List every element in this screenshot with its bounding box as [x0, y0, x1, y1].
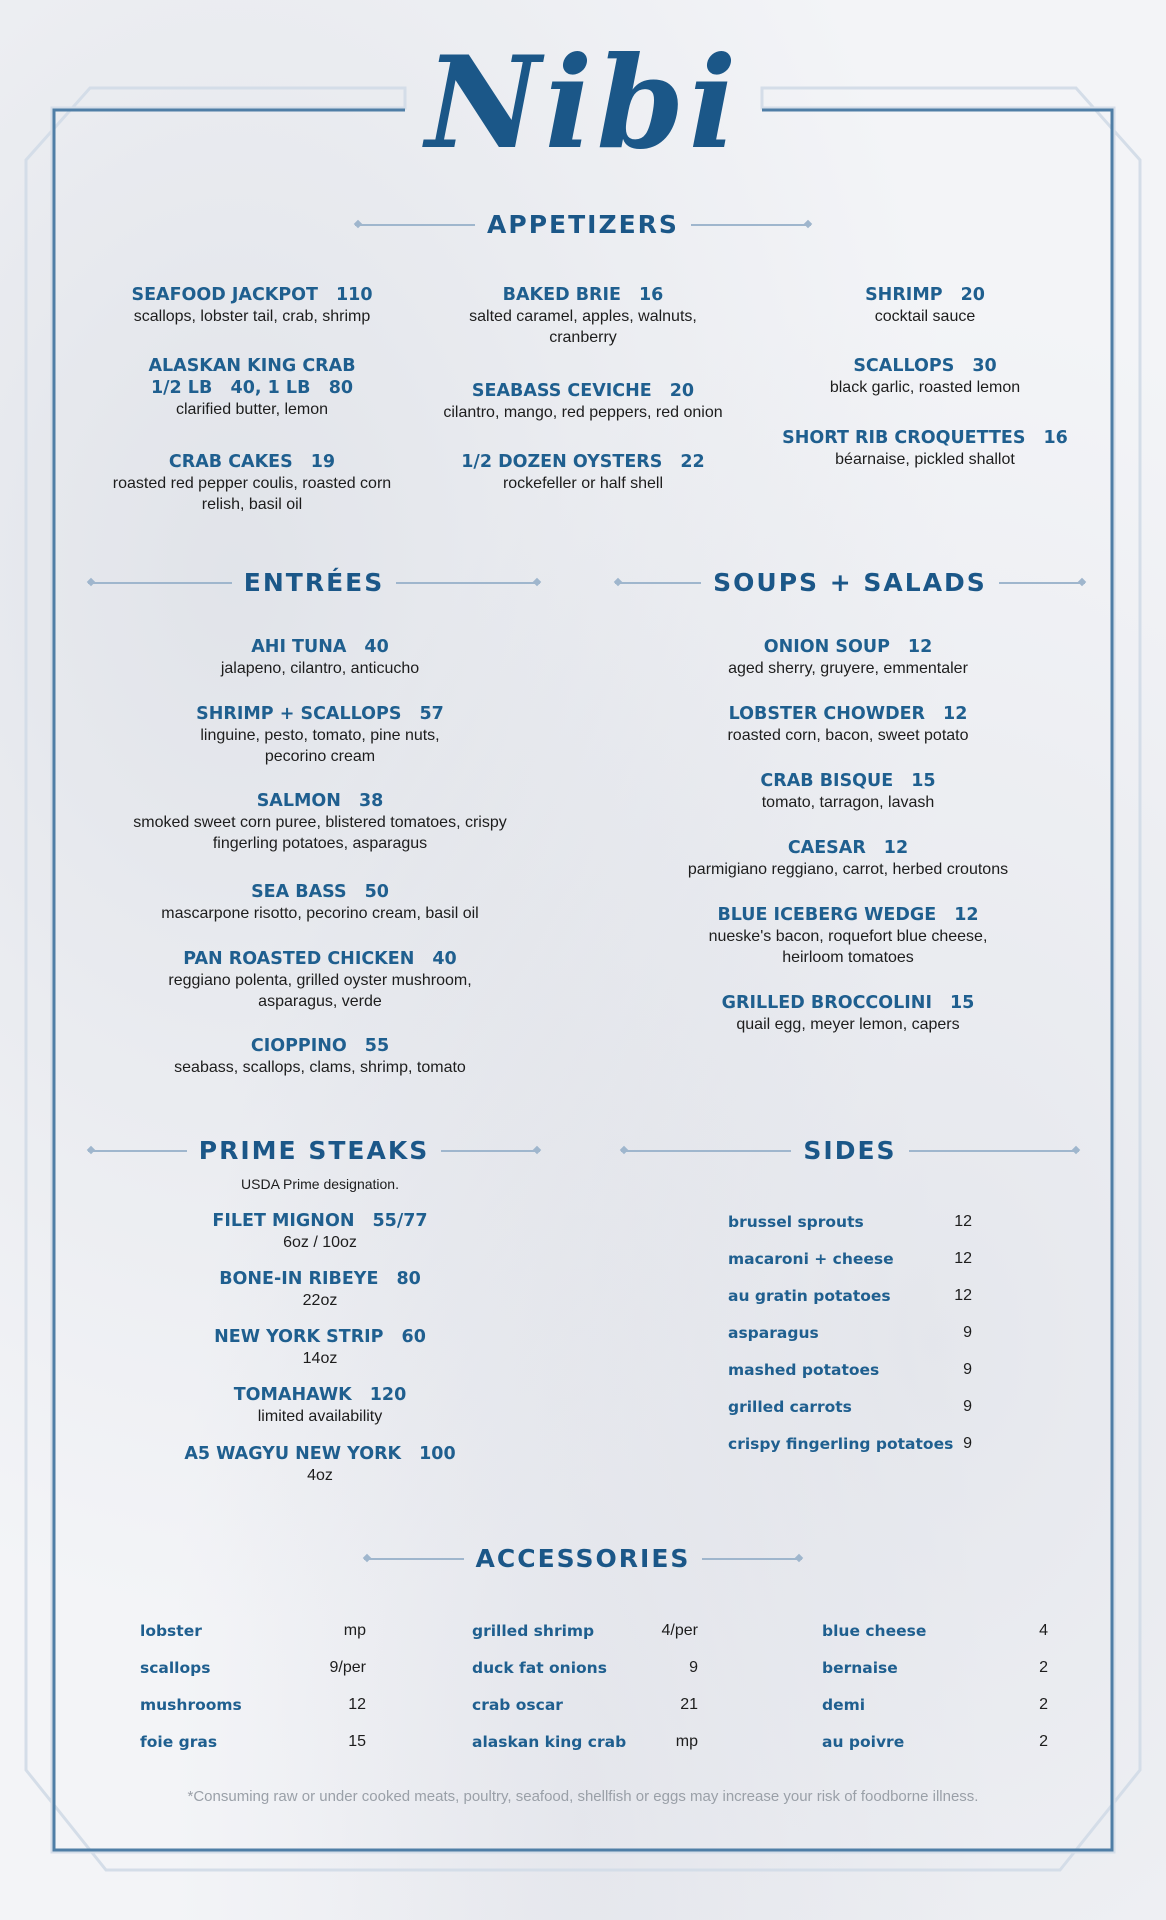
item-description: scallops, lobster tail, crab, shrimp [133, 308, 371, 325]
item-price: 12 [883, 838, 909, 858]
accessory-name: alaskan king crab [472, 1732, 627, 1751]
side-price: 9 [963, 1434, 972, 1452]
accessories-column-1 [140, 1612, 366, 1760]
item-description: seabass, scallops, clams, shrimp, tomato [174, 1059, 466, 1076]
header-rule-left [364, 1558, 464, 1560]
menu-item [638, 636, 1058, 703]
accessory-row [140, 1612, 366, 1649]
side-name: crispy fingerling potatoes [728, 1434, 954, 1453]
accessory-name: demi [822, 1695, 866, 1714]
side-price: 12 [954, 1212, 972, 1230]
item-name: BLUE ICEBERG WEDGE [717, 905, 937, 925]
accessory-row [822, 1723, 1048, 1760]
header-rule-left [615, 582, 701, 584]
item-name: CRAB CAKES [168, 452, 293, 472]
item-price: 12 [954, 905, 979, 925]
menu-item [770, 427, 1080, 470]
menu-item [100, 451, 404, 515]
side-name: au gratin potatoes [728, 1286, 891, 1305]
item-name: SCALLOPS [853, 356, 955, 376]
accessory-row [822, 1649, 1048, 1686]
side-row [728, 1425, 972, 1462]
item-description: salted caramel, apples, walnuts, cranberry [469, 308, 697, 346]
item-name: SHRIMP + SCALLOPS [196, 704, 402, 724]
restaurant-logo: Nibi [425, 29, 741, 177]
accessory-price: mp [675, 1732, 698, 1750]
accessories-column-2 [472, 1612, 698, 1760]
side-price: 9 [963, 1360, 972, 1378]
menu-item [110, 1268, 530, 1326]
item-description: limited availability [257, 1408, 383, 1425]
item-description: cilantro, mango, red peppers, red onion [443, 404, 723, 421]
item-description: tomato, tarragon, lavash [761, 794, 935, 811]
side-row [728, 1240, 972, 1277]
item-price: 110 [336, 285, 373, 305]
item-name: SEAFOOD JACKPOT [131, 285, 318, 305]
item-name: NEW YORK STRIP [214, 1327, 384, 1347]
accessory-price: 9 [689, 1658, 698, 1676]
item-price: 50 [364, 882, 389, 902]
item-name: ONION SOUP [763, 637, 890, 657]
accessory-name: crab oscar [472, 1695, 563, 1714]
accessory-price: 21 [680, 1695, 698, 1713]
item-name: LOBSTER CHOWDER [728, 704, 926, 724]
accessories-title: ACCESSORIES [475, 1544, 691, 1573]
menu-item [110, 1384, 530, 1443]
accessory-name: scallops [140, 1658, 211, 1677]
item-description: smoked sweet corn puree, blistered tomatoes, crispy fingerling potatoes, asparagus [133, 814, 507, 852]
side-price: 12 [954, 1286, 972, 1304]
item-name: A5 WAGYU NEW YORK [184, 1444, 402, 1464]
accessory-row [140, 1649, 366, 1686]
side-name: asparagus [728, 1323, 819, 1342]
soups-salads-title: SOUPS + SALADS [713, 568, 987, 597]
accessories-header [340, 1544, 826, 1573]
menu-item [770, 284, 1080, 355]
item-name: BAKED BRIE [502, 285, 621, 305]
item-description: béarnaise, pickled shallot [835, 451, 1015, 468]
item-name: SHORT RIB CROQUETTES [782, 428, 1026, 448]
soups-salads-list [638, 636, 1058, 1035]
item-name: 1/2 DOZEN OYSTERS [461, 452, 663, 472]
item-price: 22 [680, 452, 705, 472]
header-rule-right [691, 224, 811, 226]
menu-item [110, 1443, 530, 1486]
accessory-row [140, 1723, 366, 1760]
item-description: roasted corn, bacon, sweet potato [727, 727, 969, 744]
item-price: 38 [358, 791, 384, 811]
header-rule-right [702, 1558, 802, 1560]
menu-item [110, 1035, 530, 1078]
item-description: linguine, pesto, tomato, pine nuts, pecorino cream [200, 727, 440, 765]
header-rule-right [909, 1150, 1079, 1152]
menu-item [428, 451, 738, 494]
menu-item [428, 380, 738, 451]
prime-steaks-list [110, 1176, 530, 1486]
item-price: 100 [419, 1444, 456, 1464]
accessory-name: mushrooms [140, 1695, 242, 1714]
menu-item [110, 1210, 530, 1268]
accessory-price: mp [343, 1621, 366, 1639]
menu-item [110, 881, 530, 948]
menu-item [110, 636, 530, 703]
item-name: CRAB BISQUE [760, 771, 894, 791]
menu-item [100, 355, 404, 451]
prime-note: USDA Prime designation. [241, 1176, 399, 1192]
item-name: SEA BASS [251, 882, 347, 902]
item-price: 16 [638, 285, 664, 305]
soups-salads-header [615, 568, 1085, 597]
menu-item [638, 837, 1058, 904]
item-name: SEABASS CEVICHE [471, 381, 652, 401]
item-name: CIOPPINO [250, 1036, 347, 1056]
appetizers-column-3 [770, 284, 1080, 470]
menu-item [110, 1326, 530, 1384]
item-price: 12 [907, 637, 933, 657]
item-description: parmigiano reggiano, carrot, herbed croutons [687, 861, 1009, 878]
entrees-title: ENTRÉES [243, 568, 385, 597]
side-name: brussel sprouts [728, 1212, 864, 1231]
accessory-name: lobster [140, 1621, 202, 1640]
item-name: ALASKAN KING CRAB [148, 356, 356, 376]
menu-item [110, 703, 530, 790]
prime-steaks-title: PRIME STEAKS [198, 1136, 430, 1165]
accessory-name: foie gras [140, 1732, 218, 1751]
accessory-price: 4 [1039, 1621, 1048, 1639]
accessory-row [822, 1612, 1048, 1649]
menu-item [638, 770, 1058, 837]
item-description: 14oz [302, 1350, 338, 1367]
header-rule-left [621, 1150, 791, 1152]
side-row [728, 1314, 972, 1351]
menu-item [638, 992, 1058, 1035]
item-price: 40 [432, 949, 457, 969]
appetizers-column-1 [100, 284, 404, 515]
item-price: 57 [419, 704, 444, 724]
item-price: 55 [364, 1036, 390, 1056]
item-price: 80 [396, 1269, 421, 1289]
accessory-price: 2 [1039, 1658, 1048, 1676]
accessory-price: 4/per [661, 1621, 698, 1639]
prime-steaks-header [88, 1136, 540, 1165]
side-name: macaroni + cheese [728, 1249, 894, 1268]
side-price: 9 [963, 1323, 972, 1341]
header-rule-left [88, 1150, 187, 1152]
item-price: 16 [1043, 428, 1068, 448]
item-description: jalapeno, cilantro, anticucho [220, 660, 420, 677]
accessory-name: au poivre [822, 1732, 905, 1751]
side-row [728, 1388, 972, 1425]
item-description: 6oz / 10oz [283, 1234, 357, 1251]
item-name: TOMAHAWK [233, 1385, 352, 1405]
menu-item [770, 355, 1080, 427]
accessory-row [472, 1686, 698, 1723]
menu-item [638, 703, 1058, 770]
accessory-name: duck fat onions [472, 1658, 607, 1677]
item-price: 30 [972, 356, 997, 376]
side-row [728, 1277, 972, 1314]
item-name: CAESAR [787, 838, 866, 858]
item-description: roasted red pepper coulis, roasted corn relish, basil oil [112, 475, 392, 513]
item-description: aged sherry, gruyere, emmentaler [728, 660, 968, 677]
item-description: rockefeller or half shell [502, 475, 664, 492]
item-price-options: 1/2 LB 40, 1 LB 80 [150, 378, 354, 398]
side-price: 9 [963, 1397, 972, 1415]
item-name: FILET MIGNON [212, 1211, 355, 1231]
accessory-price: 12 [348, 1695, 366, 1713]
item-description: nueske's bacon, roquefort blue cheese, heirloom tomatoes [708, 928, 988, 966]
item-description: cocktail sauce [874, 308, 976, 325]
appetizers-header [340, 210, 826, 239]
item-name: AHI TUNA [251, 637, 347, 657]
accessories-column-3 [822, 1612, 1048, 1760]
item-price: 120 [369, 1385, 407, 1405]
header-rule-right [999, 582, 1085, 584]
item-description: black garlic, roasted lemon [829, 379, 1021, 396]
side-name: grilled carrots [728, 1397, 852, 1416]
side-name: mashed potatoes [728, 1360, 880, 1379]
entrees-list [110, 636, 530, 1078]
menu-item [638, 904, 1058, 992]
side-row [728, 1351, 972, 1388]
item-price: 15 [911, 771, 936, 791]
appetizers-column-2 [428, 284, 738, 494]
item-price: 20 [960, 285, 985, 305]
item-description: 4oz [307, 1467, 333, 1484]
item-description: mascarpone risotto, pecorino cream, basil oil [161, 905, 479, 922]
item-description: reggiano polenta, grilled oyster mushroom, asparagus, verde [168, 972, 472, 1010]
accessory-row [140, 1686, 366, 1723]
item-price: 12 [943, 704, 968, 724]
item-name: PAN ROASTED CHICKEN [183, 949, 415, 969]
accessory-name: grilled shrimp [472, 1621, 595, 1640]
side-row [728, 1203, 972, 1240]
accessory-row [822, 1686, 1048, 1723]
accessory-price: 15 [348, 1732, 366, 1750]
menu-item [110, 948, 530, 1035]
item-name: GRILLED BROCCOLINI [721, 993, 932, 1013]
menu-item [428, 284, 738, 380]
side-price: 12 [954, 1249, 972, 1267]
header-rule-left [88, 582, 232, 584]
accessory-price: 2 [1039, 1732, 1048, 1750]
item-description: clarified butter, lemon [175, 401, 329, 418]
accessory-name: blue cheese [822, 1621, 927, 1640]
accessory-row [472, 1723, 698, 1760]
appetizers-title: APPETIZERS [487, 210, 679, 239]
item-price: 55/77 [372, 1211, 428, 1231]
item-price: 15 [949, 993, 975, 1013]
sides-title: SIDES [803, 1136, 897, 1165]
header-rule-right [441, 1150, 540, 1152]
sides-table [728, 1203, 972, 1462]
item-description: 22oz [302, 1292, 338, 1309]
header-rule-right [396, 582, 540, 584]
item-name: BONE-IN RIBEYE [219, 1269, 379, 1289]
menu-item [110, 790, 530, 881]
accessory-price: 2 [1039, 1695, 1048, 1713]
item-price: 60 [401, 1327, 426, 1347]
foodborne-disclaimer: *Consuming raw or under cooked meats, poultry, seafood, shellfish or eggs may increase your risk of foodborne illness. [187, 1788, 979, 1805]
accessory-row [472, 1649, 698, 1686]
item-price: 20 [669, 381, 695, 401]
item-description: quail egg, meyer lemon, capers [736, 1016, 960, 1033]
header-rule-left [355, 224, 475, 226]
entrees-header [88, 568, 540, 597]
menu-item [100, 284, 404, 355]
item-price: 19 [310, 452, 336, 472]
item-price: 40 [364, 637, 389, 657]
item-name: SALMON [256, 791, 341, 811]
accessory-name: bernaise [822, 1658, 898, 1677]
accessory-row [472, 1612, 698, 1649]
sides-header [615, 1136, 1085, 1165]
item-name: SHRIMP [865, 285, 943, 305]
accessory-price: 9/per [329, 1658, 366, 1676]
